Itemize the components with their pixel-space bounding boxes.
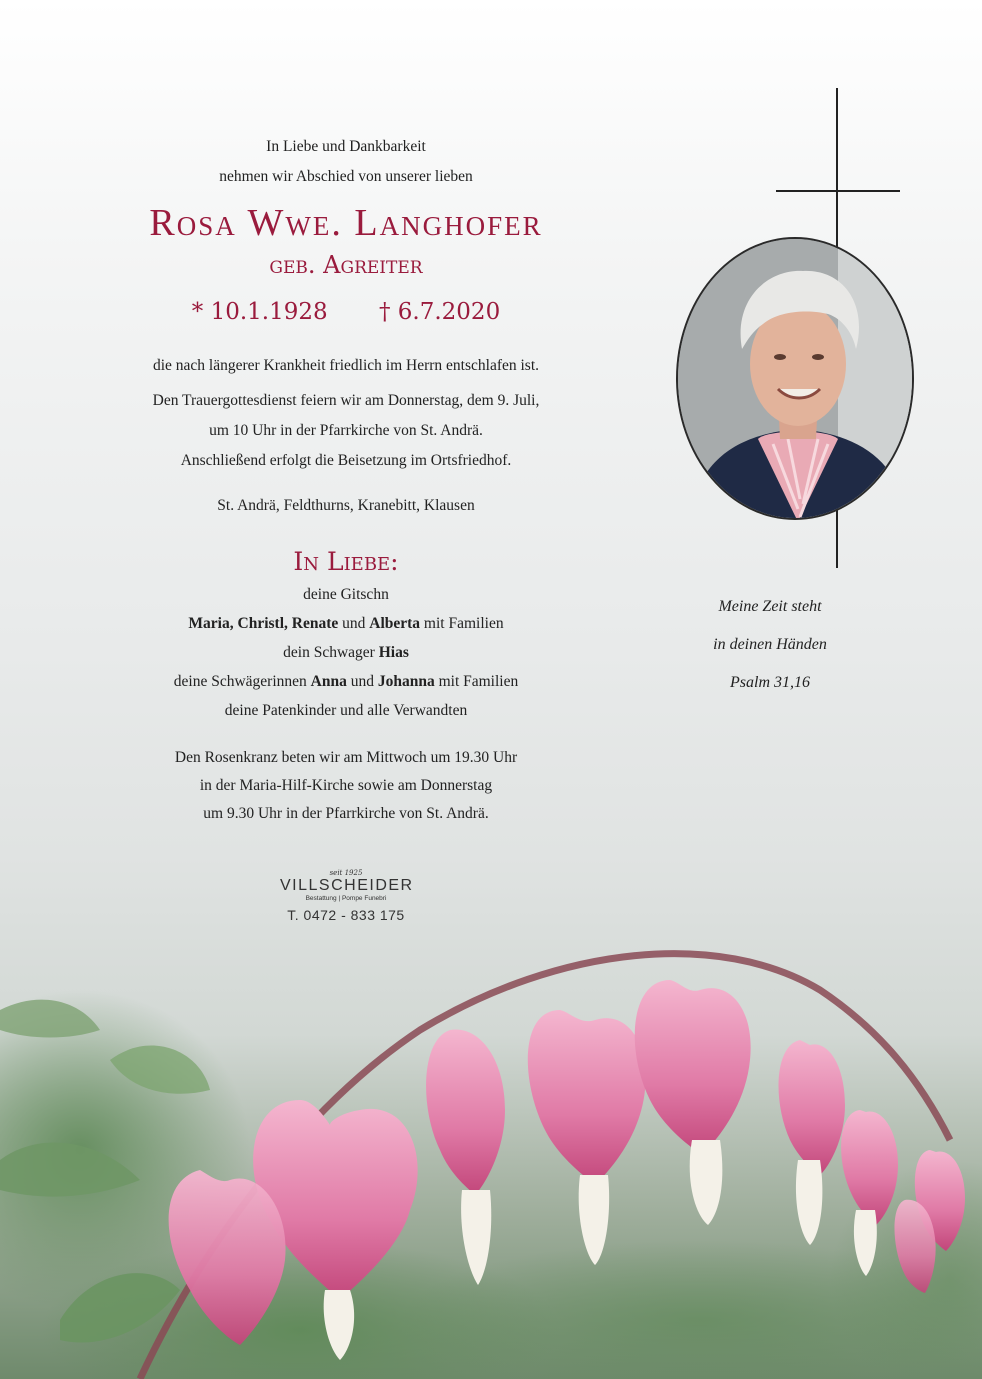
undertaker-phone: T. 0472 - 833 175 <box>287 907 405 923</box>
conjunction: und <box>342 615 366 632</box>
intro-text <box>100 132 592 192</box>
portrait-illustration <box>678 239 914 520</box>
mourner-name: Christl, <box>237 615 288 632</box>
undertaker-since: seit 1925 <box>329 869 363 877</box>
mourners-list <box>100 580 592 725</box>
conjunction: und <box>350 673 374 690</box>
mourner-relation: deine Schwägerinnen <box>173 673 307 690</box>
mourner-suffix: mit Familien <box>438 673 519 690</box>
rosary-text <box>100 744 592 828</box>
mourner-name: Johanna <box>377 673 435 690</box>
mourner-name: Renate <box>291 615 339 632</box>
mourners-line <box>100 667 592 696</box>
mourners-line: deine Gitschn <box>303 586 389 603</box>
quote-reference: Psalm 31,16 <box>730 674 810 691</box>
announcement-line: Den Trauergottesdienst feiern wir am Donnerstag, dem 9. Juli, <box>152 392 540 409</box>
mourners-line <box>100 638 592 667</box>
mourner-name: Alberta <box>369 615 421 632</box>
undertaker-logo <box>280 868 412 926</box>
places <box>100 491 592 521</box>
cross-icon-bar <box>776 190 900 192</box>
intro-line-1: In Liebe und Dankbarkeit <box>266 138 426 155</box>
rosary-line: in der Maria-Hilf-Kirche sowie am Donnerstag <box>199 777 493 794</box>
mourners-line <box>100 609 592 638</box>
announcement-line: Anschließend erfolgt die Beisetzung im Ortsfriedhof. <box>180 452 512 469</box>
rosary-line: Den Rosenkranz beten wir am Mittwoch um 19.30 Uhr <box>174 749 518 766</box>
quote-line: Meine Zeit steht <box>718 598 822 615</box>
death-date: † 6.7.2020 <box>378 299 501 325</box>
rosary-line: um 9.30 Uhr in der Pfarrkirche von St. Andrä. <box>203 805 489 822</box>
scripture-quote <box>680 588 860 702</box>
announcement-text <box>100 351 592 476</box>
mourners-heading: In Liebe: <box>293 547 399 576</box>
undertaker-subtitle: Bestattung | Pompe Funebri <box>305 895 387 902</box>
born-name: geb. Agreiter <box>269 251 423 279</box>
life-dates <box>100 297 592 327</box>
announcement-line: um 10 Uhr in der Pfarrkirche von St. Andrä. <box>209 422 483 439</box>
mourners-line: deine Patenkinder und alle Verwandten <box>224 702 468 719</box>
mourner-name: Anna <box>310 673 347 690</box>
undertaker-name: VILLSCHEIDER <box>280 877 414 894</box>
mourner-name: Maria, <box>188 615 234 632</box>
birth-date: * 10.1.1928 <box>191 299 328 325</box>
mourner-relation: dein Schwager <box>283 644 375 661</box>
deceased-name: Rosa Wwe. Langhofer <box>149 202 543 244</box>
announcement-line: die nach längerer Krankheit friedlich im Herrn entschlafen ist. <box>152 357 540 374</box>
places-line: St. Andrä, Feldthurns, Kranebitt, Klausen <box>217 497 475 514</box>
mourner-suffix: mit Familien <box>423 615 504 632</box>
quote-line: in deinen Händen <box>713 636 827 653</box>
portrait-photo <box>676 237 914 520</box>
intro-line-2: nehmen wir Abschied von unserer lieben <box>219 168 473 185</box>
mourner-name: Hias <box>378 644 409 661</box>
